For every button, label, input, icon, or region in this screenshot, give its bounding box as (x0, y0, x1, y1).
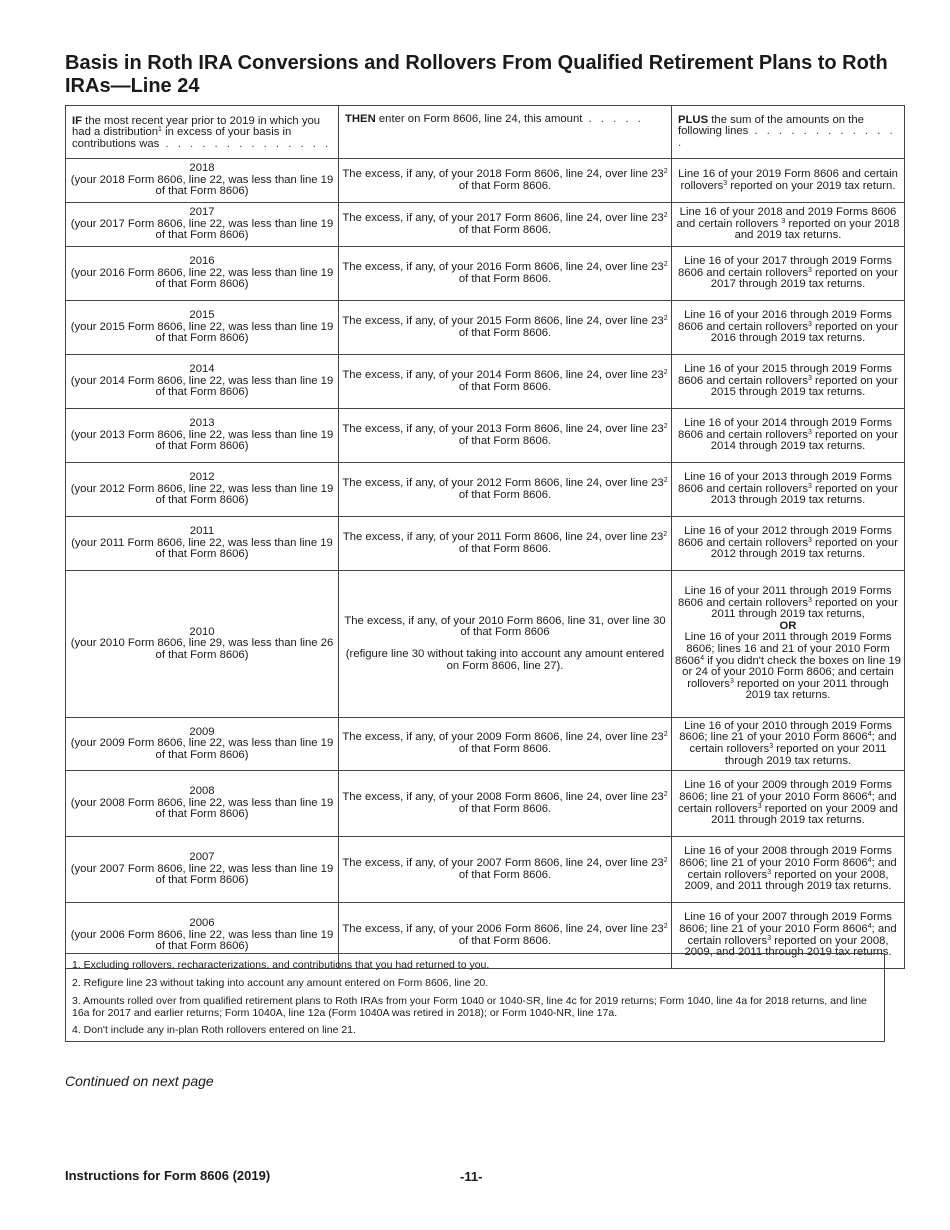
footnote-ref: 2 (663, 314, 668, 322)
footnote-ref: 2 (663, 260, 668, 268)
footnote-ref: 2 (663, 922, 668, 930)
then-amount-cell (339, 247, 672, 301)
table-row (66, 203, 905, 247)
plus-text: Line 16 of your 2011 through 2019 Forms 8606 and certain rollovers (678, 585, 892, 609)
year-label: 2011 (189, 525, 215, 538)
footnote-ref: 3 (769, 743, 774, 750)
then-text: The excess, if any, of your 2014 Form 8606, line 24, over line 23 (342, 368, 664, 381)
footnote-ref: 2 (663, 790, 668, 798)
plus-text: Line 16 of your 2018 and 2019 Forms 8606 and certain rollovers (676, 206, 897, 230)
footnote-ref: 3 (808, 536, 812, 544)
then-text: The excess, if any, of your 2012 Form 8606, line 24, over line 23 (342, 476, 664, 489)
if-year-cell (66, 203, 339, 247)
then-amount-cell (339, 159, 672, 203)
then-text: The excess, if any, of your 2011 Form 8606, line 24, over line 23 (342, 530, 664, 543)
if-detail: (your 2007 Form 8606, line 22, was less than line 19 of that Form 8606) (70, 862, 334, 887)
plus-text-end: reported on your 2015 through 2019 tax returns. (710, 374, 898, 399)
footnote-ref: 3 (808, 266, 812, 274)
if-year-cell (66, 463, 339, 517)
then-text-end: of that Form 8606. (458, 934, 552, 947)
year-label: 2009 (189, 725, 215, 738)
then-text: The excess, if any, of your 2008 Form 8606, line 24, over line 23 (342, 790, 664, 803)
if-year-cell (66, 247, 339, 301)
plus-text: reported on your 2011 through 2019 tax returns. (733, 677, 889, 702)
then-text: The excess, if any, of your 2010 Form 8606, line 31, over line 30 of that Form 8606 (344, 614, 666, 639)
footnote-ref: 2 (663, 476, 668, 484)
footer-page-number: -11- (460, 1169, 483, 1184)
plus-text: Line 16 of your 2012 through 2019 Forms 8606 and certain rollovers (678, 525, 892, 549)
plus-text: Line 16 of your 2019 Form 8606 and certain rollovers (678, 167, 898, 192)
year-label: 2008 (189, 785, 215, 798)
then-text-end: of that Form 8606. (458, 802, 552, 815)
then-text: The excess, if any, of your 2006 Form 8606, line 24, over line 23 (342, 922, 664, 935)
if-detail: (your 2014 Form 8606, line 22, was less than line 19 of that Form 8606) (70, 374, 334, 399)
footnote-ref: 3 (757, 802, 762, 810)
then-amount-cell (339, 837, 672, 903)
if-year-cell (66, 517, 339, 571)
if-year-cell (66, 301, 339, 355)
footnote-ref: 3 (808, 374, 812, 382)
plus-text: Line 16 of your 2015 through 2019 Forms 8606 and certain rollovers (678, 363, 892, 387)
plus-text: reported on your 2009 and 2011 through 2019 tax returns. (711, 802, 898, 827)
then-text: The excess, if any, of your 2009 Form 8606, line 24, over line 23 (342, 731, 664, 744)
plus-text: Line 16 of your 2017 through 2019 Forms 8606 and certain rollovers (678, 255, 892, 279)
if-detail: (your 2010 Form 8606, line 29, was less than line 26 of that Form 8606) (70, 637, 334, 661)
plus-text: Line 16 of your 2009 through 2019 Forms 8606; line 21 of your 2010 Form 8606 (679, 779, 892, 803)
plus-lines-cell (672, 247, 905, 301)
plus-text: if you didn't check the boxes on line 19 or 24 of your 2010 Form 8606; and certain rollovers (682, 654, 901, 690)
plus-text-end: reported on your 2017 through 2019 tax returns. (710, 266, 898, 291)
year-label: 2015 (189, 309, 215, 322)
then-amount-cell (339, 571, 672, 718)
table-row (66, 159, 905, 203)
plus-text: ; and certain rollovers (678, 790, 897, 815)
year-label: 2013 (189, 417, 215, 430)
then-amount-cell (339, 463, 672, 517)
plus-lines-cell (672, 718, 905, 771)
table-row-2010 (66, 571, 905, 718)
footnote-ref: 3 (729, 677, 734, 685)
header-then-cell: THEN enter on Form 8606, line 24, this amount . . . . . (339, 106, 672, 159)
if-detail: (your 2017 Form 8606, line 22, was less than line 19 of that Form 8606) (70, 217, 334, 242)
or-label: OR (779, 619, 797, 632)
plus-text-end: reported on your 2012 through 2019 tax returns. (710, 536, 898, 561)
if-detail: (your 2013 Form 8606, line 22, was less than line 19 of that Form 8606) (70, 428, 334, 453)
if-detail: (your 2011 Form 8606, line 22, was less than line 19 of that Form 8606) (71, 536, 333, 561)
plus-text-end: reported on your 2016 through 2019 tax returns. (710, 320, 898, 345)
if-detail: (your 2008 Form 8606, line 22, was less than line 19 of that Form 8606) (70, 796, 334, 821)
footnote-ref: 2 (663, 422, 668, 430)
footnote-ref: 2 (663, 368, 668, 376)
then-text: The excess, if any, of your 2018 Form 8606, line 24, over line 23 (342, 167, 664, 180)
then-text-end: of that Form 8606. (458, 326, 552, 339)
then-text-end: of that Form 8606. (458, 488, 552, 501)
then-text-end: of that Form 8606. (458, 434, 552, 447)
footnote-ref: 3 (808, 596, 812, 604)
footnote-ref: 2 (663, 856, 668, 864)
footer-form-title: Instructions for Form 8606 (2019) (65, 1168, 271, 1183)
then-refigure-note: (refigure line 30 without taking into account any amount entered on Form 8606, line 27). (345, 648, 665, 672)
footnote-ref: 3 (781, 217, 786, 225)
plus-text: Line 16 of your 2010 through 2019 Forms 8606; line 21 of your 2010 Form 8606 (679, 719, 892, 744)
plus-lines-cell (672, 517, 905, 571)
footnote-1: 1. Excluding rollovers, recharacterizations, and contributions that you had returned to you. (72, 959, 490, 971)
footnote-ref: 3 (767, 868, 772, 876)
if-year-cell (66, 837, 339, 903)
plus-text: ; and certain rollovers (687, 856, 897, 881)
header-if-cell: IF the most recent year prior to 2019 in which you had a distribution$^1$ in excess of your basis in contributions was . . . . . . . . . . . . . . (66, 106, 339, 159)
footnote-ref: 2 (663, 211, 668, 219)
year-label: 2014 (189, 363, 215, 376)
plus-lines-cell (672, 771, 905, 837)
footnote-ref: 3 (767, 934, 772, 942)
footnote-ref: 4 (867, 856, 872, 864)
plus-lines-cell (672, 301, 905, 355)
year-label: 2010 (189, 625, 215, 638)
then-text-end: of that Form 8606. (458, 223, 552, 236)
if-detail: (your 2016 Form 8606, line 22, was less than line 19 of that Form 8606) (70, 266, 334, 291)
if-year-cell (66, 571, 339, 718)
then-amount-cell (339, 301, 672, 355)
plus-text: reported on your 2008, 2009, and 2011 through 2019 tax returns. (684, 868, 892, 893)
then-text: The excess, if any, of your 2013 Form 8606, line 24, over line 23 (342, 422, 664, 435)
table-header-row (66, 106, 905, 159)
plus-lines-cell (672, 571, 905, 718)
year-label: 2007 (189, 851, 215, 864)
table-row (66, 409, 905, 463)
footnote-ref: 4 (867, 922, 872, 930)
table-row (66, 247, 905, 301)
plus-text: reported on your 2011 through 2019 tax returns, (711, 596, 898, 621)
then-text-end: of that Form 8606. (458, 542, 552, 555)
plus-text: Line 16 of your 2016 through 2019 Forms 8606 and certain rollovers (678, 309, 892, 333)
footnote-ref: 3 (808, 428, 812, 436)
then-amount-cell (339, 203, 672, 247)
then-text: The excess, if any, of your 2017 Form 8606, line 24, over line 23 (342, 211, 664, 224)
plus-text-end: reported on your 2014 through 2019 tax returns. (710, 428, 898, 453)
header-plus-cell: PLUS the sum of the amounts on the following lines . . . . . . . . . . . . . (672, 106, 905, 159)
footnote-ref: 3 (808, 320, 812, 328)
then-amount-cell (339, 718, 672, 771)
footnote-ref: 3 (723, 179, 728, 187)
plus-lines-cell (672, 837, 905, 903)
plus-text: Line 16 of your 2008 through 2019 Forms 8606; line 21 of your 2010 Form 8606 (679, 845, 892, 869)
table-row (66, 463, 905, 517)
table-row (66, 301, 905, 355)
footnote-ref: 3 (808, 482, 812, 490)
plus-text: reported on your 2011 through 2019 tax returns. (724, 743, 887, 767)
plus-text: Line 16 of your 2013 through 2019 Forms 8606 and certain rollovers (678, 471, 892, 495)
year-label: 2017 (189, 206, 215, 219)
table-row (66, 355, 905, 409)
if-year-cell (66, 771, 339, 837)
footnote-ref: 2 (663, 530, 668, 538)
table-row (66, 837, 905, 903)
plus-text-end: reported on your 2018 and 2019 tax returns. (734, 217, 900, 242)
plus-text: Line 16 of your 2014 through 2019 Forms 8606 and certain rollovers (678, 417, 892, 441)
plus-lines-cell (672, 159, 905, 203)
plus-text: Line 16 of your 2007 through 2019 Forms 8606; line 21 of your 2010 Form 8606 (679, 911, 892, 935)
footnote-3: 3. Amounts rolled over from qualified retirement plans to Roth IRAs from your Form 1040 or 1040-SR, line 4c for 2019 returns; Form 1040, line 4a for 2018 returns, and line 16a for 2017 and earlier returns; Form 1040A, line 12a (Form 1040A was retired in 2018); or Form 1040-NR, line 17a. (72, 995, 867, 1019)
then-amount-cell (339, 355, 672, 409)
footnote-ref: 2 (663, 731, 668, 739)
if-detail: (your 2009 Form 8606, line 22, was less than line 19 of that Form 8606) (70, 737, 334, 761)
year-label: 2016 (189, 255, 215, 268)
then-text-end: of that Form 8606. (458, 179, 552, 192)
plus-text-end: reported on your 2013 through 2019 tax returns. (710, 482, 898, 507)
if-year-cell (66, 355, 339, 409)
plus-text-end: reported on your 2019 tax return. (727, 179, 896, 192)
then-amount-cell (339, 517, 672, 571)
footnote-2: 2. Refigure line 23 without taking into account any amount entered on Form 8606, line 20. (72, 977, 489, 989)
then-amount-cell (339, 771, 672, 837)
continued-note: Continued on next page (65, 1073, 214, 1089)
footnote-ref: 4 (867, 731, 872, 739)
if-year-cell (66, 718, 339, 771)
if-detail: (your 2015 Form 8606, line 22, was less than line 19 of that Form 8606) (70, 320, 334, 345)
year-label: 2018 (189, 162, 215, 175)
plus-text: ; and certain rollovers (689, 731, 897, 755)
then-text-end: of that Form 8606. (458, 380, 552, 393)
plus-lines-cell (672, 463, 905, 517)
if-year-cell (66, 159, 339, 203)
if-detail: (your 2018 Form 8606, line 22, was less than line 19 of that Form 8606) (70, 173, 334, 198)
footnote-ref: 4 (700, 654, 705, 662)
table-row (66, 517, 905, 571)
table-row (66, 718, 905, 771)
if-year-cell (66, 409, 339, 463)
plus-lines-cell (672, 409, 905, 463)
year-label: 2012 (189, 471, 215, 484)
then-text-end: of that Form 8606. (458, 868, 552, 881)
then-text-end: of that Form 8606. (458, 272, 552, 285)
plus-lines-cell (672, 203, 905, 247)
basis-table (65, 105, 905, 969)
year-label: 2006 (189, 917, 215, 930)
then-amount-cell (339, 409, 672, 463)
plus-text: Line 16 of your 2011 through 2019 Forms 8606; lines 16 and 21 of your 2010 Form 8606 (675, 631, 892, 667)
footnote-4: 4. Don't include any in-plan Roth rollovers entered on line 21. (72, 1024, 356, 1036)
footnote-ref: 4 (867, 790, 872, 798)
then-text: The excess, if any, of your 2007 Form 8606, line 24, over line 23 (342, 856, 664, 869)
plus-text: ; and certain rollovers (687, 922, 897, 947)
then-text: The excess, if any, of your 2016 Form 8606, line 24, over line 23 (342, 260, 664, 273)
footnotes-box (65, 953, 885, 1042)
then-text-end: of that Form 8606. (458, 743, 552, 755)
if-detail: (your 2012 Form 8606, line 22, was less than line 19 of that Form 8606) (70, 482, 334, 507)
footnote-ref: 2 (663, 167, 668, 175)
table-row (66, 771, 905, 837)
then-text: The excess, if any, of your 2015 Form 8606, line 24, over line 23 (342, 314, 664, 327)
plus-lines-cell (672, 355, 905, 409)
page-title: Basis in Roth IRA Conversions and Rollovers From Qualified Retirement Plans to Roth IRAs—Line 24 (65, 52, 888, 97)
if-detail: (your 2006 Form 8606, line 22, was less than line 19 of that Form 8606) (70, 928, 334, 953)
plus-text: reported on your 2008, 2009, and 2011 through 2019 tax returns. (684, 934, 892, 959)
